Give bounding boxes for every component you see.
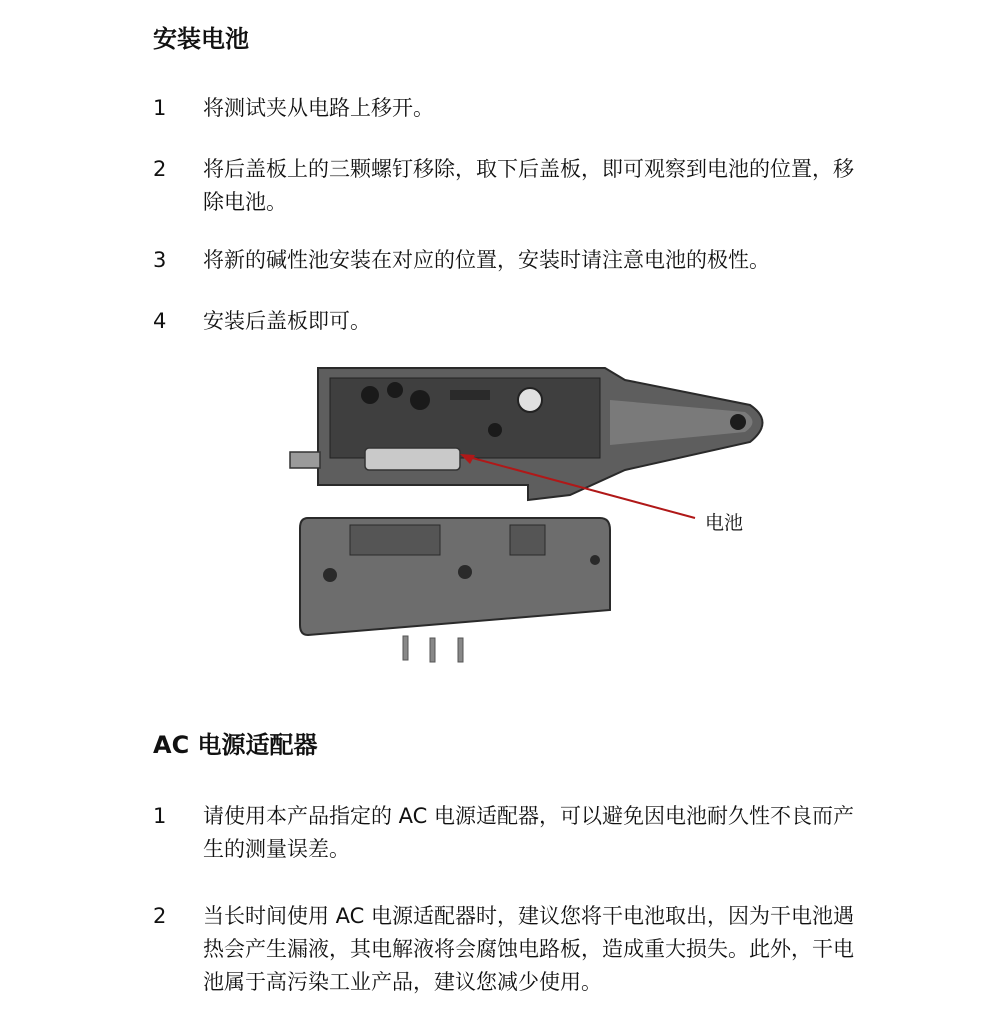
section-title-battery: 安装电池 — [153, 25, 249, 53]
step-text: 将后盖板上的三颗螺钉移除，取下后盖板，即可观察到电池的位置，移除电池。 — [203, 157, 854, 214]
step-number: 3 — [153, 248, 167, 272]
step-text: 将测试夹从电路上移开。 — [203, 96, 434, 120]
step-text: 将新的碱性池安装在对应的位置，安装时请注意电池的极性。 — [203, 248, 770, 272]
step-text: 请使用本产品指定的 AC 电源适配器，可以避免因电池耐久性不良而产生的测量误差。 — [203, 804, 855, 861]
device-illustration — [270, 360, 770, 670]
step-number: 2 — [153, 904, 167, 928]
screws — [403, 636, 463, 662]
clamp-hole — [730, 414, 746, 430]
step-number: 4 — [153, 309, 167, 333]
connector — [290, 452, 320, 468]
device-body — [290, 368, 763, 500]
step-text: 安装后盖板即可。 — [203, 309, 371, 333]
step-text: 当长时间使用 AC 电源适配器时，建议您将干电池取出，因为干电池遇热会产生漏液，其电解液将会腐蚀电路板，造成重大损失。此外，干电池属于高污染工业产品，建议您减少使用。 — [203, 904, 855, 994]
step-number: 1 — [153, 96, 167, 120]
section-title-ac-adapter: AC 电源适配器 — [153, 731, 318, 759]
rear-cover — [300, 518, 610, 635]
battery — [365, 448, 460, 470]
step-number: 1 — [153, 804, 167, 828]
step-number: 2 — [153, 157, 167, 181]
callout-label-battery: 电池 — [705, 512, 744, 534]
